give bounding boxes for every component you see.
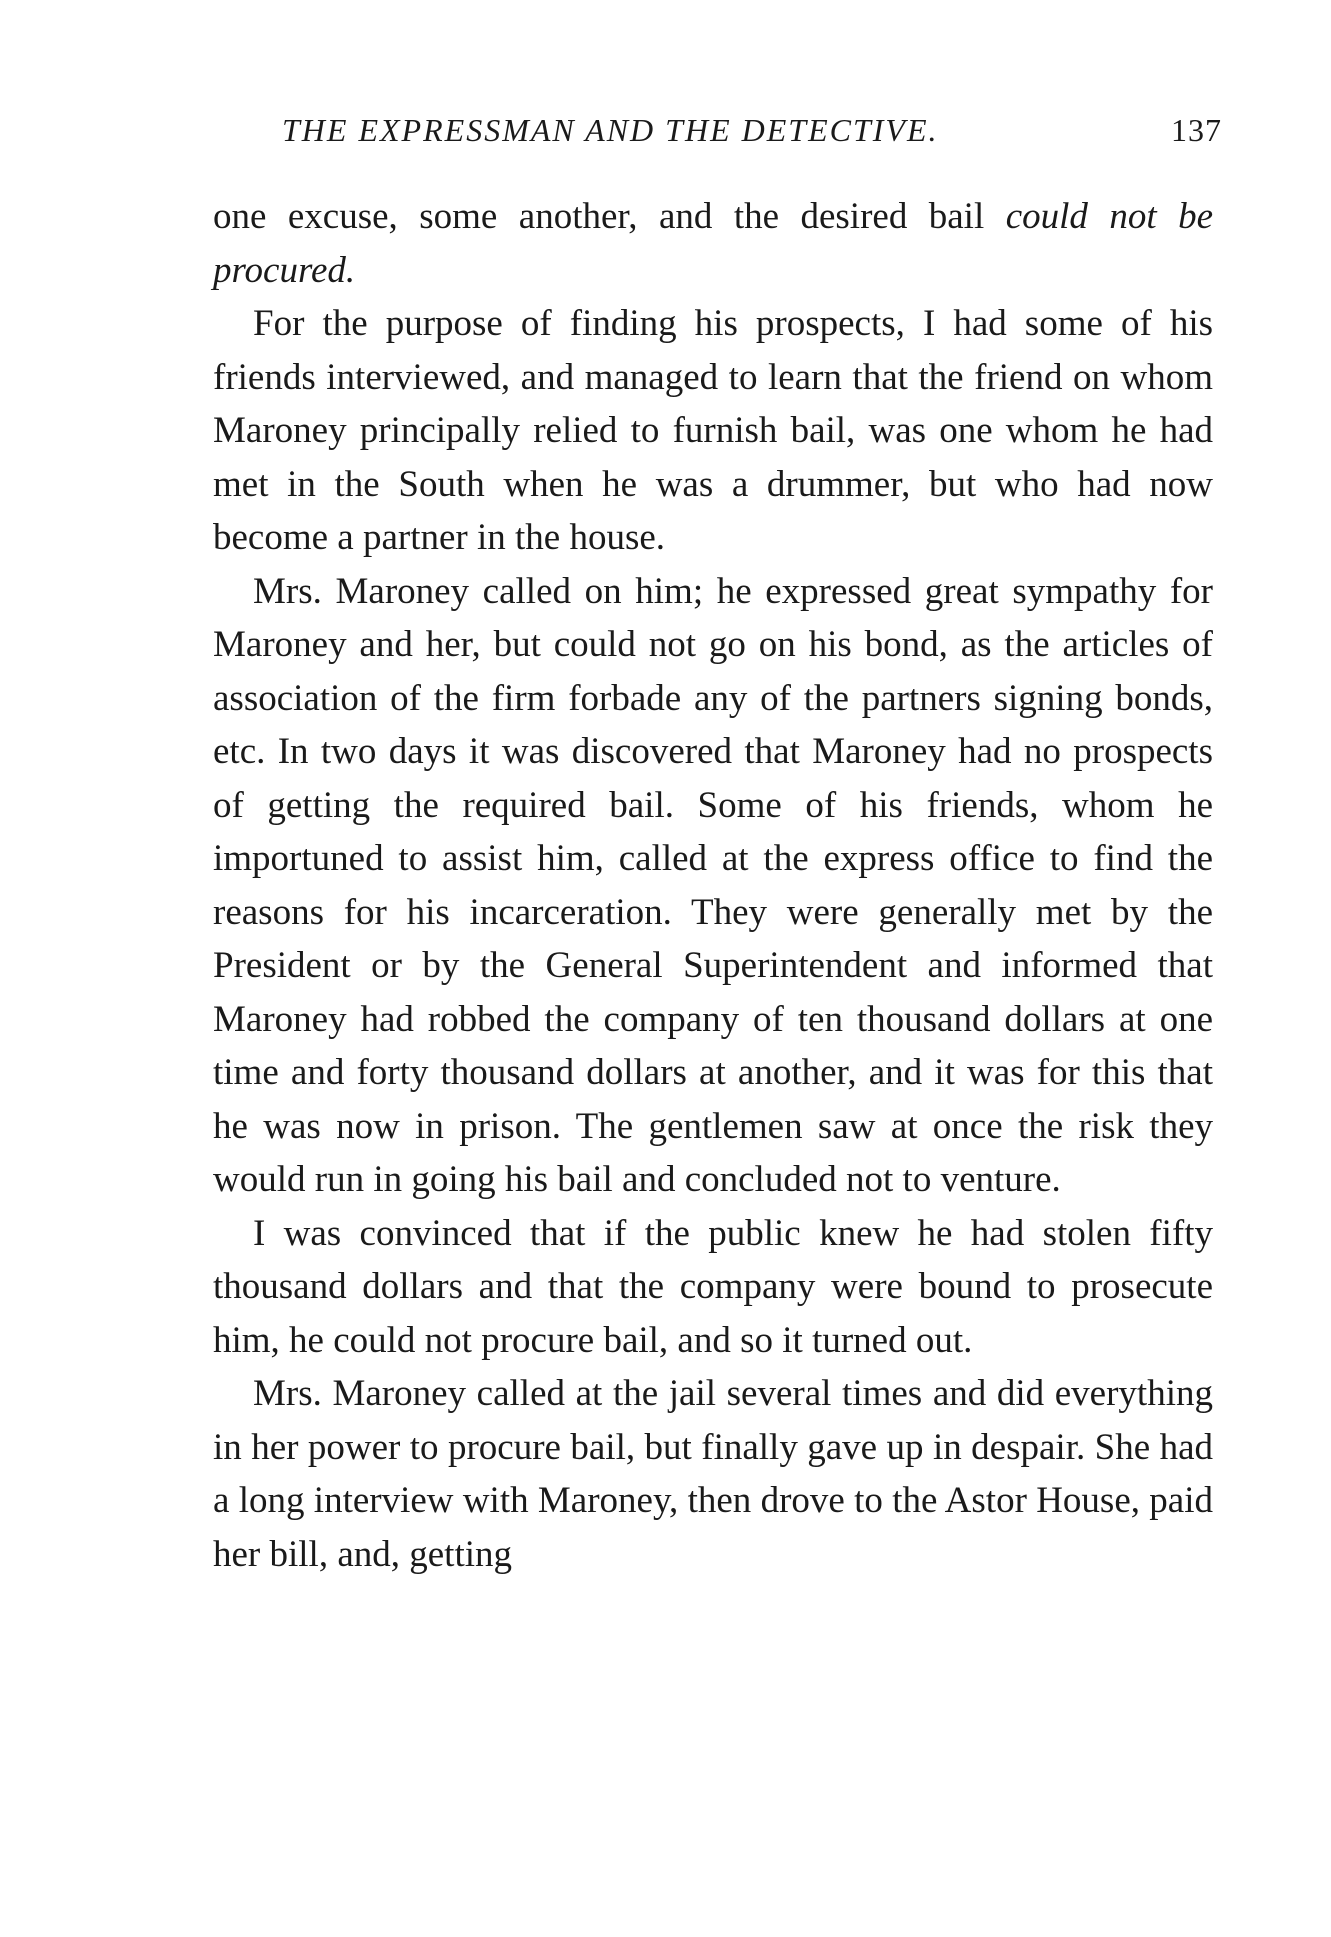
running-head [262, 112, 1222, 156]
page-number: 137 [1171, 112, 1222, 148]
paragraph: Mrs. Maroney called at the jail several times and did everything in her power to procure bail, but finally gave up in despair. She had a long interview with Maroney, then drove to the Astor House, paid her bill, and, getting [213, 1373, 1213, 1575]
paragraph-lead-text: one excuse, some another, and the desired bail [213, 196, 1006, 237]
paragraph: Mrs. Maroney called on him; he expressed great sympathy for Maroney and her, but could not go on his bond, as the articles of association of the firm forbade any of the partners signing bonds, etc. In two days it was discovered that Maroney had no prospects of getting the required bail. Some of his friends, whom he importuned to assist him, called at the express office to find the reasons for his incarceration. They were generally met by the President or by the General Superintendent and informed that Maroney had robbed the company of ten thousand dollars at one time and forty thousand dollars at another, and it was for this that he was now in prison. The gentlemen saw at once the risk they would run in going his bail and concluded not to venture. [213, 570, 1213, 1200]
paragraph-continued [213, 190, 1213, 297]
paragraph: I was convinced that if the public knew he had stolen fifty thousand dollars and that the company were bound to prosecute him, he could not procure bail, and so it turned out. [213, 1212, 1213, 1361]
body-text [213, 190, 1213, 1581]
paragraph: For the purpose of finding his prospects, I had some of his friends interviewed, and managed to learn that the friend on whom Maroney principally relied to furnish bail, was one whom he had met in the South when he was a drummer, but who had now become a partner in the house. [213, 303, 1213, 558]
running-title: THE EXPRESSMAN AND THE DETECTIVE. [282, 112, 939, 148]
italic-emphasis: could not be procured. [213, 196, 1214, 291]
